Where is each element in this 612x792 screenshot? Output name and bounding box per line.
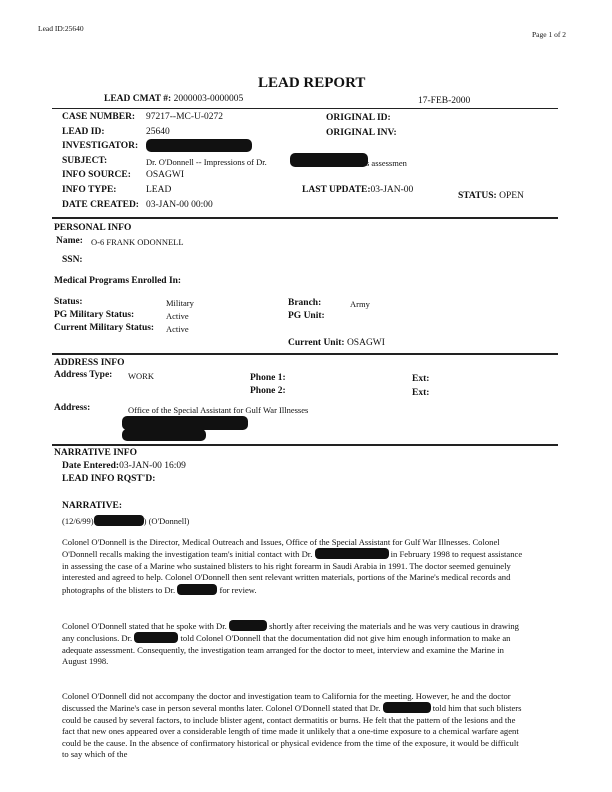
lead-cmat-value: 2000003-0000005 (173, 94, 244, 104)
current-unit: OSAGWI (346, 338, 385, 348)
subject-label: SUBJECT: (62, 156, 108, 166)
lead-id-label: LEAD ID: (62, 127, 105, 137)
narrative-text: told him that such blisters could be caused by several factors, to include blister agent, contact dermatitis or burns. He felt that the pattern of the lesions and the fact that new ones appeared over a considerable length of time made it unlikely that a one-time exposure to a chemical warfare agent could be the cause. In the absence of confirmatory historical or physical evidence from the time of the exposure, it would be difficult to say which of the (62, 703, 522, 760)
report-date: 17-FEB-2000 (418, 96, 471, 106)
page-number: Page 1 of 2 (532, 30, 566, 39)
last-update-label: LAST UPDATE: (302, 185, 371, 195)
redaction-block (134, 632, 178, 643)
pg-military-status: Active (166, 311, 189, 321)
lead-id: 25640 (146, 127, 170, 137)
lead-cmat-row (104, 94, 243, 104)
narrative-paragraph-1 (62, 537, 526, 596)
status-label: STATUS: (458, 191, 497, 201)
date-created: 03-JAN-00 00:00 (146, 200, 213, 210)
narrative-text: in February 1998 to request assistance in assessing the case of a Marine who sustained blisters to his right forearm in Saudi Arabia in 1991. The doctor seemed genuinely interested and agreed to help. Colonel O'Donnell then sent relevant written materials, portions of the Marine's medical records and photographs of the blisters to Dr. (62, 549, 523, 595)
narrative-text: Colonel O'Donnell stated that he spoke with Dr. (62, 621, 227, 631)
page-title: LEAD REPORT (258, 75, 366, 91)
redaction-block (315, 548, 389, 559)
divider (52, 353, 558, 355)
narrative-text: Colonel O'Donnell did not accompany the doctor and investigation team to California for the meeting. However, he and the doctor discussed the Marine's case in person several months later. Colonel O'Donnell stated that Dr. (62, 691, 511, 714)
case-number-label: CASE NUMBER: (62, 112, 136, 122)
date-entered-row (62, 461, 186, 471)
address-info-heading: ADDRESS INFO (54, 358, 125, 368)
subject-suffix: s assessmen (366, 158, 407, 168)
date-entered-label: Date Entered: (62, 461, 120, 471)
ext2-label: Ext: (412, 388, 430, 398)
phone2-label: Phone 2: (250, 386, 286, 396)
redaction-block (290, 153, 368, 167)
divider (52, 444, 558, 446)
medical-programs-label: Medical Programs Enrolled In: (54, 276, 182, 286)
ssn-label: SSN: (62, 255, 83, 265)
pg-unit-label: PG Unit: (288, 311, 325, 321)
original-id-label: ORIGINAL ID: (326, 113, 391, 123)
date-created-label: DATE CREATED: (62, 200, 139, 210)
narrative-text: Colonel O'Donnell is the Director, Medical Outreach and Issues, Office of the Special Assistant for Gulf War Illnesses. Colonel O'Donnell recalls making the investigation team's initial contact with Dr. (62, 537, 500, 560)
last-update-row (302, 185, 413, 195)
address-label: Address: (54, 403, 91, 413)
lead-cmat-label: LEAD CMAT #: (104, 94, 172, 104)
narrative-paragraph-3 (62, 691, 526, 760)
divider (52, 108, 558, 109)
current-military-status: Active (166, 324, 189, 334)
redaction-block (122, 416, 248, 430)
narrative-text: told Colonel O'Donnell that the documentation did not give him enough information to make an adequate assessment. Consequently, the investigation team arranged for the doctor to meet, interview and examine the Marine in August 1998. (62, 633, 511, 667)
branch-label: Branch: (288, 298, 322, 308)
redaction-block (177, 584, 217, 595)
narrative-attribution (62, 515, 189, 526)
status-value: Military (166, 298, 194, 308)
lead-info-rqst-label: LEAD INFO RQST'D: (62, 474, 156, 484)
phone1-label: Phone 1: (250, 373, 286, 383)
redaction-block (146, 139, 252, 152)
info-source: OSAGWI (146, 170, 184, 180)
address-line1: Office of the Special Assistant for Gulf War Illnesses (128, 405, 309, 415)
status-label: Status: (54, 297, 83, 307)
narrative-date: (12/6/99) (62, 516, 94, 526)
narrative-label: NARRATIVE: (62, 501, 122, 511)
redaction-block (122, 429, 206, 441)
narrative-text: shortly after receiving the materials and he was very cautious in drawing any conclusions. Dr. (62, 621, 519, 644)
person-name: O-6 FRANK ODONNELL (91, 237, 184, 247)
ext1-label: Ext: (412, 374, 430, 384)
info-type: LEAD (146, 185, 172, 195)
narrative-author: ) (O'Donnell) (143, 516, 190, 526)
pg-military-status-label: PG Military Status: (54, 310, 135, 320)
redaction-block (94, 515, 144, 526)
current-military-status-label: Current Military Status: (54, 323, 155, 333)
branch-value: Army (350, 299, 370, 309)
case-number: 97217--MC-U-0272 (146, 112, 224, 122)
status-row (458, 191, 524, 201)
address-type-label: Address Type: (54, 370, 113, 380)
current-unit-label: Current Unit: (288, 338, 345, 348)
narrative-info-heading: NARRATIVE INFO (54, 448, 137, 458)
original-inv-label: ORIGINAL INV: (326, 128, 397, 138)
lead-id-header: Lead ID:25640 (38, 24, 84, 33)
subject-prefix: Dr. O'Donnell -- Impressions of Dr. (146, 157, 267, 167)
info-source-label: INFO SOURCE: (62, 170, 131, 180)
name-label: Name: (56, 236, 83, 246)
current-unit-row (288, 338, 385, 348)
last-update: 03-JAN-00 (370, 185, 414, 195)
date-entered: 03-JAN-00 16:09 (119, 461, 186, 471)
personal-info-heading: PERSONAL INFO (54, 223, 132, 233)
redaction-block (383, 702, 431, 713)
status-badge: OPEN (499, 191, 524, 201)
investigator-label: INVESTIGATOR: (62, 141, 139, 151)
address-type: WORK (128, 371, 154, 381)
info-type-label: INFO TYPE: (62, 185, 117, 195)
narrative-text: for review. (219, 584, 257, 595)
redaction-block (229, 620, 267, 631)
narrative-paragraph-2 (62, 620, 526, 668)
divider (52, 217, 558, 219)
